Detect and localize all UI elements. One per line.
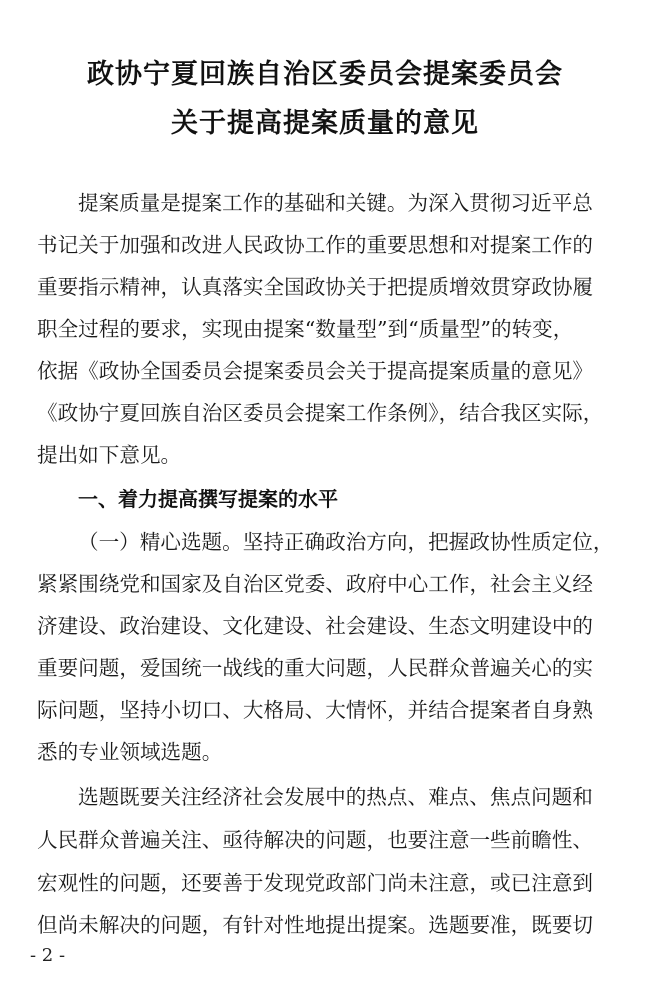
paragraph-3-line-3: 宏观性的问题，还要善于发现党政部门尚未注意，或已注意到 [37, 871, 594, 895]
paragraph-3-line-2: 人民群众普遍关注、亟待解决的问题，也要注意一些前瞻性、 [37, 828, 594, 852]
paragraph-1-line-7: 提出如下意见。 [37, 443, 182, 467]
paragraph-1-line-2: 书记关于加强和改进人民政协工作的重要思想和对提案工作的 [37, 233, 594, 257]
paragraph-2-line-3: 济建设、政治建设、文化建设、社会建设、生态文明建设中的 [37, 614, 594, 638]
paragraph-1-line-5: 依据《政协全国委员会提案委员会关于提高提案质量的意见》 [37, 359, 594, 383]
document-title-line-1: 政协宁夏回族自治区委员会提案委员会 [87, 59, 563, 90]
paragraph-1-line-6: 《政协宁夏回族自治区委员会提案工作条例》，结合我区实际， [37, 401, 604, 425]
paragraph-3-line-4: 但尚未解决的问题，有针对性地提出提案。选题要准，既要切 [37, 913, 594, 937]
paragraph-2-line-2: 紧紧围绕党和国家及自治区党委、政府中心工作，社会主义经 [37, 572, 594, 596]
paragraph-1-line-3: 重要指示精神，认真落实全国政协关于把提质增效贯穿政协履 [37, 275, 594, 299]
paragraph-3-line-1: 选题既要关注经济社会发展中的热点、难点、焦点问题和 [78, 785, 593, 809]
paragraph-1-line-1: 提案质量是提案工作的基础和关键。为深入贯彻习近平总 [78, 191, 593, 215]
paragraph-2-line-6: 悉的专业领域选题。 [37, 740, 223, 764]
paragraph-1-line-4: 职全过程的要求，实现由提案“数量型”到“质量型”的转变， [37, 317, 574, 341]
paragraph-2-line-4: 重要问题，爱国统一战线的重大问题，人民群众普遍关心的实 [37, 656, 594, 680]
section-heading-1: 一、着力提高撰写提案的水平 [78, 487, 338, 511]
paragraph-2-line-1: （一）精心选题。坚持正确政治方向，把握政协性质定位， [78, 530, 614, 554]
page-number: - 2 - [30, 945, 66, 966]
paragraph-2-line-5: 际问题，坚持小切口、大格局、大情怀，并结合提案者自身熟 [37, 698, 594, 722]
document-title-line-2: 关于提高提案质量的意见 [171, 108, 479, 139]
